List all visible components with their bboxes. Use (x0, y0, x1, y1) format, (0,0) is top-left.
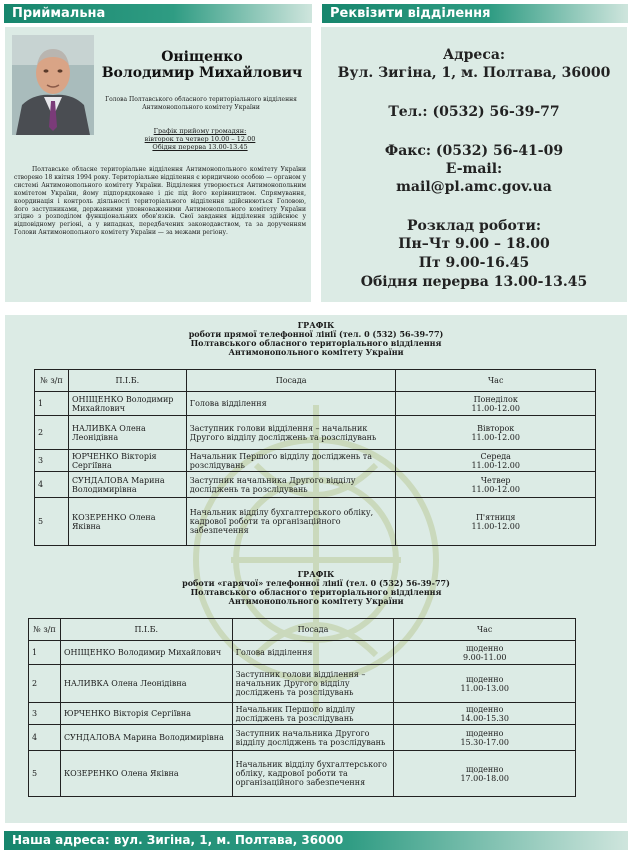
col-position: Посада (232, 619, 394, 641)
table-row (35, 498, 596, 546)
schedule-mon-thu: Пн–Чт 9.00 – 18.00 (398, 236, 550, 252)
reception-header: Приймальна (4, 4, 312, 23)
row-time (396, 498, 596, 546)
direct-line-table (34, 369, 596, 546)
col-num: № з/п (29, 619, 61, 641)
row-position: Заступник голови відділення – начальник Другого відділу досліджень та розслідувань (232, 665, 394, 703)
row-name: НАЛИВКА Олена Леонідівна (68, 416, 186, 450)
table-row (29, 751, 576, 797)
row-number: 1 (29, 641, 61, 665)
head-name (97, 49, 307, 81)
schedule1-title: ГРАФІК (297, 320, 335, 330)
row-day: П'ятниця (475, 512, 516, 522)
row-time (394, 665, 576, 703)
reception-hours (125, 127, 275, 151)
row-hours: 15.30-17.00 (460, 737, 509, 747)
row-time (396, 450, 596, 472)
row-number: 3 (35, 450, 69, 472)
row-name: ОНІЩЕНКО Володимир Михайлович (68, 392, 186, 416)
schedule1-committee: Антимонопольного комітету України (228, 347, 404, 357)
row-day: щоденно (465, 764, 504, 774)
schedule-fri: Пт 9.00-16.45 (418, 255, 530, 271)
row-name: СУНДАЛОВА Марина Володимирівна (68, 472, 186, 498)
address-value: Вул. Зигіна, 1, м. Полтава, 36000 (337, 65, 611, 81)
table-row (35, 392, 596, 416)
email-address[interactable]: mail@pl.amc.gov.ua (396, 179, 552, 195)
row-name: ОНІЩЕНКО Володимир Михайлович (60, 641, 232, 665)
head-given-name: Володимир Михайлович (101, 65, 303, 81)
row-number: 5 (35, 498, 69, 546)
row-day: щоденно (465, 728, 504, 738)
row-hours: 11.00-12.00 (471, 484, 520, 494)
row-position: Голова відділення (186, 392, 396, 416)
row-number: 5 (29, 751, 61, 797)
address-label: Адреса: (442, 47, 506, 63)
schedule2-office: Полтавського обласного територіального відділення (190, 587, 442, 597)
table-row (29, 703, 576, 725)
row-hours: 11.00-13.00 (460, 683, 509, 693)
row-hours: 17.00-18.00 (460, 773, 509, 783)
row-day: щоденно (465, 643, 504, 653)
office-description: Полтавське обласне територіальне відділення Антимонопольного комітету України створено 18 квітня 1994 року. Територіальне відділення є юридичною особою — органом у системі Антимонопольного комітету України. Відділення утворюється Антимонопольним комітетом України, йому підпорядковане і діє під його керівництвом. Спрямування, координація і контроль діяльності територіального відділення здійснюються Головою, його заступниками, державними уповноваженими Антимонопольного комітету України згідно з розподілом функціональних обов'язків. Свої завдання відділення здійснює у відповідному регіоні, а у випадках, передбачених законодавством, та за дорученням Голови Антимонопольного комітету України — за межами регіону. (14, 166, 306, 237)
row-time (394, 725, 576, 751)
row-time (394, 751, 576, 797)
row-time (394, 641, 576, 665)
details-panel (321, 27, 627, 302)
reception-panel (5, 27, 311, 302)
row-number: 2 (29, 665, 61, 703)
row-time (396, 416, 596, 450)
row-position: Голова відділення (232, 641, 394, 665)
head-role: Голова Полтавського обласного територіального відділення Антимонопольного комітету України (105, 96, 297, 111)
row-name: ЮРЧЕНКО Вікторія Сергіївна (60, 703, 232, 725)
table-row (29, 641, 576, 665)
row-position: Заступник начальника Другого відділу досліджень та розслідувань (186, 472, 396, 498)
schedule2-title: ГРАФІК (297, 569, 335, 579)
details-header: Реквізити відділення (322, 4, 628, 23)
row-name: КОЗЕРЕНКО Олена Яківна (60, 751, 232, 797)
table-row (29, 725, 576, 751)
row-position: Начальник Першого відділу досліджень та розслідувань (232, 703, 394, 725)
row-number: 1 (35, 392, 69, 416)
row-day: щоденно (465, 674, 504, 684)
hours-day: вівторок та четвер 10.00 – 12.00 (144, 135, 256, 143)
row-hours: 14.00-15.30 (460, 713, 509, 723)
col-name: П.І.Б. (68, 370, 186, 392)
row-name: СУНДАЛОВА Марина Володимирівна (60, 725, 232, 751)
hours-break: Обідня перерва 13.00-13.45 (152, 143, 248, 151)
row-position: Начальник відділу бухгалтерського обліку, кадрової роботи та організаційного забезпечення (232, 751, 394, 797)
row-number: 2 (35, 416, 69, 450)
col-position: Посада (186, 370, 396, 392)
schedules-panel (5, 315, 627, 823)
schedule1-subtitle: роботи прямої телефонної лінії (тел. 0 (532) 56-39-77) (188, 329, 444, 339)
row-time (394, 703, 576, 725)
lunch-break: Обідня перерва 13.00-13.45 (360, 274, 588, 290)
row-name: ЮРЧЕНКО Вікторія Сергіївна (68, 450, 186, 472)
row-time (396, 472, 596, 498)
table-header-row (35, 370, 596, 392)
row-time (396, 392, 596, 416)
row-position: Начальник відділу бухгалтерського обліку, кадрової роботи та організаційного забезпечення (186, 498, 396, 546)
row-number: 4 (35, 472, 69, 498)
row-hours: 11.00-12.00 (471, 460, 520, 470)
row-day: Середа (480, 451, 511, 461)
table-row (35, 472, 596, 498)
col-time: Час (394, 619, 576, 641)
row-name: НАЛИВКА Олена Леонідівна (60, 665, 232, 703)
row-hours: 11.00-12.00 (471, 521, 520, 531)
phone-number: Тел.: (0532) 56-39-77 (388, 104, 560, 120)
row-number: 3 (29, 703, 61, 725)
row-name: КОЗЕРЕНКО Олена Яківна (68, 498, 186, 546)
schedule2-committee: Антимонопольного комітету України (228, 596, 404, 606)
address-footer: Наша адреса: вул. Зигіна, 1, м. Полтава, 36000 (4, 831, 628, 850)
row-position: Заступник начальника Другого відділу досліджень та розслідувань (232, 725, 394, 751)
hotline-table (28, 618, 576, 797)
col-name: П.І.Б. (60, 619, 232, 641)
table-row (35, 416, 596, 450)
fax-number: Факс: (0532) 56-41-09 (384, 143, 564, 159)
row-day: щоденно (465, 704, 504, 714)
row-day: Вівторок (477, 423, 515, 433)
row-position: Начальник Першого відділу досліджень та розслідувань (186, 450, 396, 472)
row-hours: 11.00-12.00 (471, 403, 520, 413)
table-row (35, 450, 596, 472)
schedule-label: Розклад роботи: (406, 218, 542, 234)
head-portrait (12, 35, 94, 135)
row-position: Заступник голови відділення – начальник Другого відділу досліджень та розслідувань (186, 416, 396, 450)
table-row (29, 665, 576, 703)
hours-title: Графік прийому громадян: (153, 127, 247, 135)
table-header-row (29, 619, 576, 641)
col-time: Час (396, 370, 596, 392)
row-day: Понеділок (473, 394, 518, 404)
email-label: E-mail: (445, 161, 503, 177)
head-surname: Оніщенко (161, 49, 243, 65)
schedule2-subtitle: роботи «гарячої» телефонної лінії (тел. 0 (532) 56-39-77) (182, 578, 450, 588)
schedule1-office: Полтавського обласного територіального відділення (190, 338, 442, 348)
row-hours: 11.00-12.00 (471, 432, 520, 442)
row-hours: 9.00-11.00 (462, 652, 507, 662)
row-day: Четвер (480, 475, 511, 485)
row-number: 4 (29, 725, 61, 751)
col-num: № з/п (35, 370, 69, 392)
